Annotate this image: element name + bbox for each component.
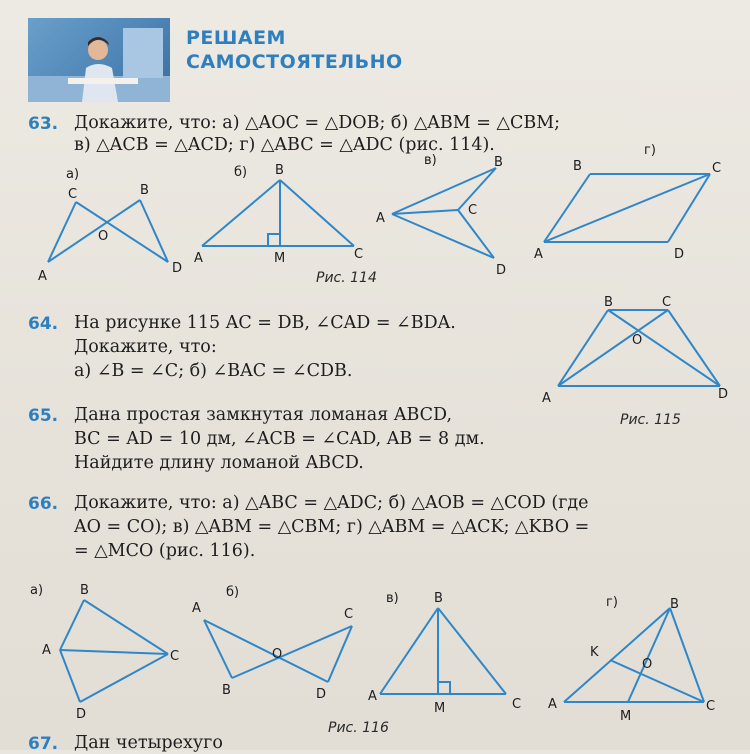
fig116v-shape <box>380 608 506 694</box>
fig116g-pt: M <box>620 709 632 724</box>
fig114g-pt: B <box>573 159 582 174</box>
fig116b-pt: A <box>192 601 201 616</box>
figure-115-caption: Рис. 115 <box>620 412 681 428</box>
fig116b-pt: O <box>272 647 283 662</box>
fig114v-pt: C <box>468 203 478 218</box>
problem-line: Докажите, что: а) △ABC = △ADC; б) △AOB = △COD (где <box>74 493 589 513</box>
fig114b-pt: A <box>194 251 203 266</box>
fig115-shape <box>558 310 720 386</box>
problem-line: AO = CO); в) △ABM = △CBM; г) △ABM = △ACK; △KBO = <box>74 517 590 537</box>
fig115-pt: O <box>632 333 643 348</box>
fig114a-pt: D <box>172 261 183 276</box>
problem-line: Дана простая замкнутая ломаная ABCD, <box>74 405 453 425</box>
fig114v-label: в) <box>424 153 437 168</box>
problem-number: 67. <box>28 734 59 754</box>
fig116b-pt: B <box>222 683 231 698</box>
fig116v-pt: M <box>434 701 446 716</box>
fig116a-pt: C <box>170 649 180 664</box>
fig116g-pt: O <box>642 657 653 672</box>
fig116g-pt: K <box>590 645 599 660</box>
banner-title-line2: САМОСТОЯТЕЛЬНО <box>186 51 403 73</box>
fig116b-label: б) <box>226 585 240 600</box>
fig116v-pt: A <box>368 689 377 704</box>
fig114a-pt: C <box>68 187 78 202</box>
figure-115 <box>540 292 740 412</box>
fig116v-label: в) <box>386 591 399 606</box>
fig114b-label: б) <box>234 165 248 180</box>
problem-number: 63. <box>28 114 59 134</box>
figure-116 <box>28 578 728 724</box>
fig116v-pt: C <box>512 697 522 712</box>
problem-line: = △MCO (рис. 116). <box>74 541 256 561</box>
fig114b-pt: B <box>275 163 284 178</box>
fig114g-pt: C <box>712 161 722 176</box>
fig116g-shape <box>564 608 704 702</box>
fig115-pt: B <box>604 295 613 310</box>
problem-line: а) ∠B = ∠C; б) ∠BAC = ∠CDB. <box>74 361 353 381</box>
fig114a-pt: B <box>140 183 149 198</box>
fig116g-pt: B <box>670 597 679 612</box>
problem-number: 65. <box>28 406 59 426</box>
fig114b-pt: M <box>274 251 286 266</box>
student-illustration <box>28 18 170 102</box>
banner-title <box>186 26 403 74</box>
fig114a-pt: O <box>98 229 109 244</box>
problem-line: Докажите, что: <box>74 337 217 357</box>
problem-line: в) △ACB = △ACD; г) △ABC = △ADC (рис. 114). <box>74 135 495 155</box>
problem-number: 66. <box>28 494 59 514</box>
fig114b-pt: C <box>354 247 364 262</box>
problem-line: Дан четырехуго <box>74 733 223 753</box>
fig114a-label: а) <box>66 167 80 182</box>
fig114g-label: г) <box>644 143 656 158</box>
problem-line: Докажите, что: а) △AOC = △DOB; б) △ABM = △CBM; <box>74 113 561 133</box>
fig116b-pt: D <box>316 687 327 702</box>
fig114g-shape <box>544 174 710 242</box>
banner-photo <box>28 18 170 102</box>
fig116g-label: г) <box>606 595 618 610</box>
problem-line: BC = AD = 10 дм, ∠ACB = ∠CAD, AB = 8 дм. <box>74 429 485 449</box>
fig116a-pt: D <box>76 707 87 722</box>
fig114v-pt: B <box>494 155 503 170</box>
fig116g-pt: A <box>548 697 557 712</box>
fig116a-shape <box>60 600 168 702</box>
banner-title-line1: РЕШАЕМ <box>186 27 286 49</box>
fig116a-pt: B <box>80 583 89 598</box>
fig114g-pt: A <box>534 247 543 262</box>
fig114a-pt: A <box>38 269 47 284</box>
fig114v-pt: A <box>376 211 385 226</box>
fig114v-pt: D <box>496 263 507 278</box>
fig116a-pt: A <box>42 643 51 658</box>
fig116v-pt: B <box>434 591 443 606</box>
fig115-pt: D <box>718 387 729 402</box>
fig114v-shape <box>392 168 496 258</box>
problem-number: 64. <box>28 314 59 334</box>
fig114g-pt: D <box>674 247 685 262</box>
problem-line: Найдите длину ломаной ABCD. <box>74 453 364 473</box>
fig114b-shape <box>202 180 354 246</box>
figure-114-caption: Рис. 114 <box>316 270 377 286</box>
fig115-pt: C <box>662 295 672 310</box>
problem-line: На рисунке 115 AC = DB, ∠CAD = ∠BDA. <box>74 313 456 333</box>
fig116g-pt: C <box>706 699 716 714</box>
fig116a-label: а) <box>30 583 44 598</box>
figure-116-caption: Рис. 116 <box>328 720 389 736</box>
fig116b-pt: C <box>344 607 354 622</box>
fig115-pt: A <box>542 391 551 406</box>
